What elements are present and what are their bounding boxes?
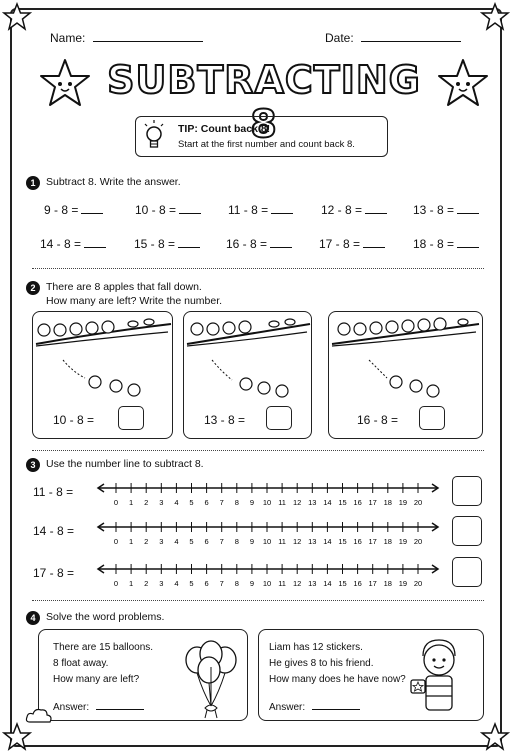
answer-box[interactable] [452,476,482,506]
number-line-tick-label: 1 [129,579,134,588]
word-problem-line: How many are left? [53,674,140,685]
smiling-star-icon [38,58,92,108]
number-line-tick-label: 0 [113,537,119,546]
section-1-heading [26,176,181,190]
number-line-tick-label: 16 [353,498,362,507]
apple-problem-card [183,311,312,439]
section-instruction: Solve the word problems. [46,611,165,623]
corner-star-icon [480,2,510,32]
answer-blank[interactable] [178,238,200,248]
divider [32,268,484,269]
number-line-tick-label: 12 [293,537,302,546]
apple-tree-branch-icon [33,312,174,407]
answer-row[interactable] [53,700,144,716]
word-problem-card [38,629,248,721]
number-line-tick-label: 18 [383,498,392,507]
number-line-tick-label: 18 [383,579,392,588]
answer-row[interactable] [269,700,360,716]
corner-star-icon [2,722,32,752]
number-line-tick-label: 0 [113,498,119,507]
problem: 12 - 8 = [321,203,387,217]
problem: 9 - 8 = [44,203,103,217]
smiling-star-icon [436,58,490,108]
answer-blank[interactable] [270,238,292,248]
cloud-icon [24,706,54,726]
number-line-tick-label: 20 [413,579,423,588]
balloons-icon [179,636,245,720]
number-line-tick-label: 14 [323,537,332,546]
number-line-tick-label: 17 [368,537,377,546]
apple-tree-branch-icon [329,312,484,407]
number-line-tick-label: 7 [219,498,224,507]
apple-tree-branch-icon [184,312,313,407]
number-line-tick-label: 7 [219,537,224,546]
number-line-equation: 17 - 8 = [33,566,75,580]
date-label: Date: [325,31,354,45]
number-line-tick-label: 8 [234,579,239,588]
section-instruction: Subtract 8. Write the answer. [46,176,181,188]
number-line-tick-label: 7 [219,579,224,588]
number-line-tick-label: 10 [262,537,272,546]
number-line-tick-label: 15 [338,537,347,546]
name-field[interactable] [50,31,210,45]
number-line-tick-label: 3 [159,579,164,588]
section-2-heading [26,281,222,307]
section-number: 3 [26,458,40,472]
number-line-tick-label: 20 [413,498,423,507]
section-instruction: How many are left? Write the number. [46,295,223,307]
problem: 10 - 8 = [135,203,201,217]
number-line-tick-label: 3 [159,537,164,546]
number-line-tick-label: 14 [323,579,332,588]
lightbulb-icon [142,119,166,155]
number-line[interactable] [96,517,440,551]
tip-heading: TIP: Count back 8! [178,123,271,135]
number-line-tick-label: 14 [323,498,332,507]
number-line-tick-label: 16 [353,537,362,546]
number-line[interactable] [96,478,440,512]
answer-box[interactable] [452,516,482,546]
number-line-tick-label: 0 [113,579,119,588]
date-field[interactable] [325,31,465,45]
divider [32,450,484,451]
word-problem-card [258,629,484,721]
section-number: 2 [26,281,40,295]
section-number: 4 [26,611,40,625]
answer-box[interactable] [452,557,482,587]
answer-blank[interactable] [179,204,201,214]
number-line-tick-label: 18 [383,537,392,546]
page-title: SUBTRACTING 8 [107,58,421,146]
answer-box[interactable] [266,406,292,430]
number-line-tick-label: 11 [278,537,286,546]
number-line-equation: 11 - 8 = [33,485,74,499]
corner-star-icon [480,722,510,752]
number-line-tick-label: 2 [144,579,149,588]
number-line-tick-label: 17 [368,579,377,588]
answer-blank[interactable] [81,204,103,214]
tip-text: Start at the first number and count back 8. [178,139,355,150]
number-line-tick-label: 13 [308,579,317,588]
apple-problem-card [32,311,173,439]
section-number: 1 [26,176,40,190]
number-line-tick-label: 20 [413,537,423,546]
number-line-tick-label: 1 [129,498,134,507]
number-line-equation: 14 - 8 = [33,524,75,538]
number-line[interactable] [96,559,440,593]
divider [32,600,484,601]
answer-box[interactable] [419,406,445,430]
number-line-tick-label: 5 [189,579,194,588]
problem: 14 - 8 = [40,237,106,251]
number-line-tick-label: 10 [262,579,272,588]
number-line-tick-label: 13 [308,498,317,507]
word-problem-line: 8 float away. [53,658,109,669]
answer-box[interactable] [118,406,144,430]
answer-label: Answer: [53,702,90,713]
number-line-tick-label: 11 [278,498,286,507]
number-line-tick-label: 2 [144,498,149,507]
apple-equation: 13 - 8 = [204,413,246,427]
problem: 16 - 8 = [226,237,292,251]
answer-label: Answer: [269,702,306,713]
number-line-tick-label: 4 [174,579,179,588]
corner-star-icon [2,2,32,32]
apple-equation: 16 - 8 = [357,413,399,427]
apple-problem-card [328,311,483,439]
number-line-tick-label: 15 [338,498,347,507]
problem: 13 - 8 = [413,203,479,217]
number-line-tick-label: 9 [249,498,254,507]
number-line-tick-label: 1 [129,537,134,546]
number-line-tick-label: 6 [204,579,209,588]
number-line-tick-label: 17 [368,498,377,507]
number-line-tick-label: 19 [398,498,408,507]
section-instruction: Use the number line to subtract 8. [46,458,204,470]
section-4-heading [26,611,164,625]
section-instruction: There are 8 apples that fall down. [46,281,202,293]
number-line-tick-label: 10 [262,498,272,507]
number-line-tick-label: 5 [189,537,194,546]
number-line-tick-label: 9 [249,579,254,588]
problem: 15 - 8 = [134,237,200,251]
number-line-tick-label: 8 [234,537,239,546]
problem: 18 - 8 = [413,237,479,251]
name-label: Name: [50,31,86,45]
word-problem-line: There are 15 balloons. [53,642,154,653]
word-problem-line: Liam has 12 stickers. [269,642,363,653]
word-problem-line: He gives 8 to his friend. [269,658,374,669]
number-line-tick-label: 8 [234,498,239,507]
answer-blank[interactable] [457,204,479,214]
number-line-tick-label: 19 [398,579,408,588]
number-line-tick-label: 16 [353,579,362,588]
number-line-tick-label: 13 [308,537,317,546]
word-problem-line: How many does he have now? [269,674,406,685]
problem: 17 - 8 = [319,237,385,251]
number-line-tick-label: 11 [278,579,286,588]
number-line-tick-label: 6 [204,498,209,507]
number-line-tick-label: 6 [204,537,209,546]
answer-blank[interactable] [363,238,385,248]
boy-with-sticker-icon [409,636,467,720]
answer-blank[interactable] [457,238,479,248]
number-line-tick-label: 2 [144,537,149,546]
section-3-heading [26,458,204,472]
answer-blank[interactable] [271,204,293,214]
number-line-tick-label: 12 [293,579,302,588]
number-line-tick-label: 12 [293,498,302,507]
number-line-tick-label: 5 [189,498,194,507]
problem: 11 - 8 = [228,203,293,217]
number-line-tick-label: 4 [174,498,179,507]
apple-equation: 10 - 8 = [53,413,95,427]
number-line-tick-label: 19 [398,537,408,546]
number-line-tick-label: 4 [174,537,179,546]
number-line-tick-label: 9 [249,537,254,546]
answer-blank[interactable] [365,204,387,214]
number-line-tick-label: 15 [338,579,347,588]
number-line-tick-label: 3 [159,498,164,507]
answer-blank[interactable] [84,238,106,248]
